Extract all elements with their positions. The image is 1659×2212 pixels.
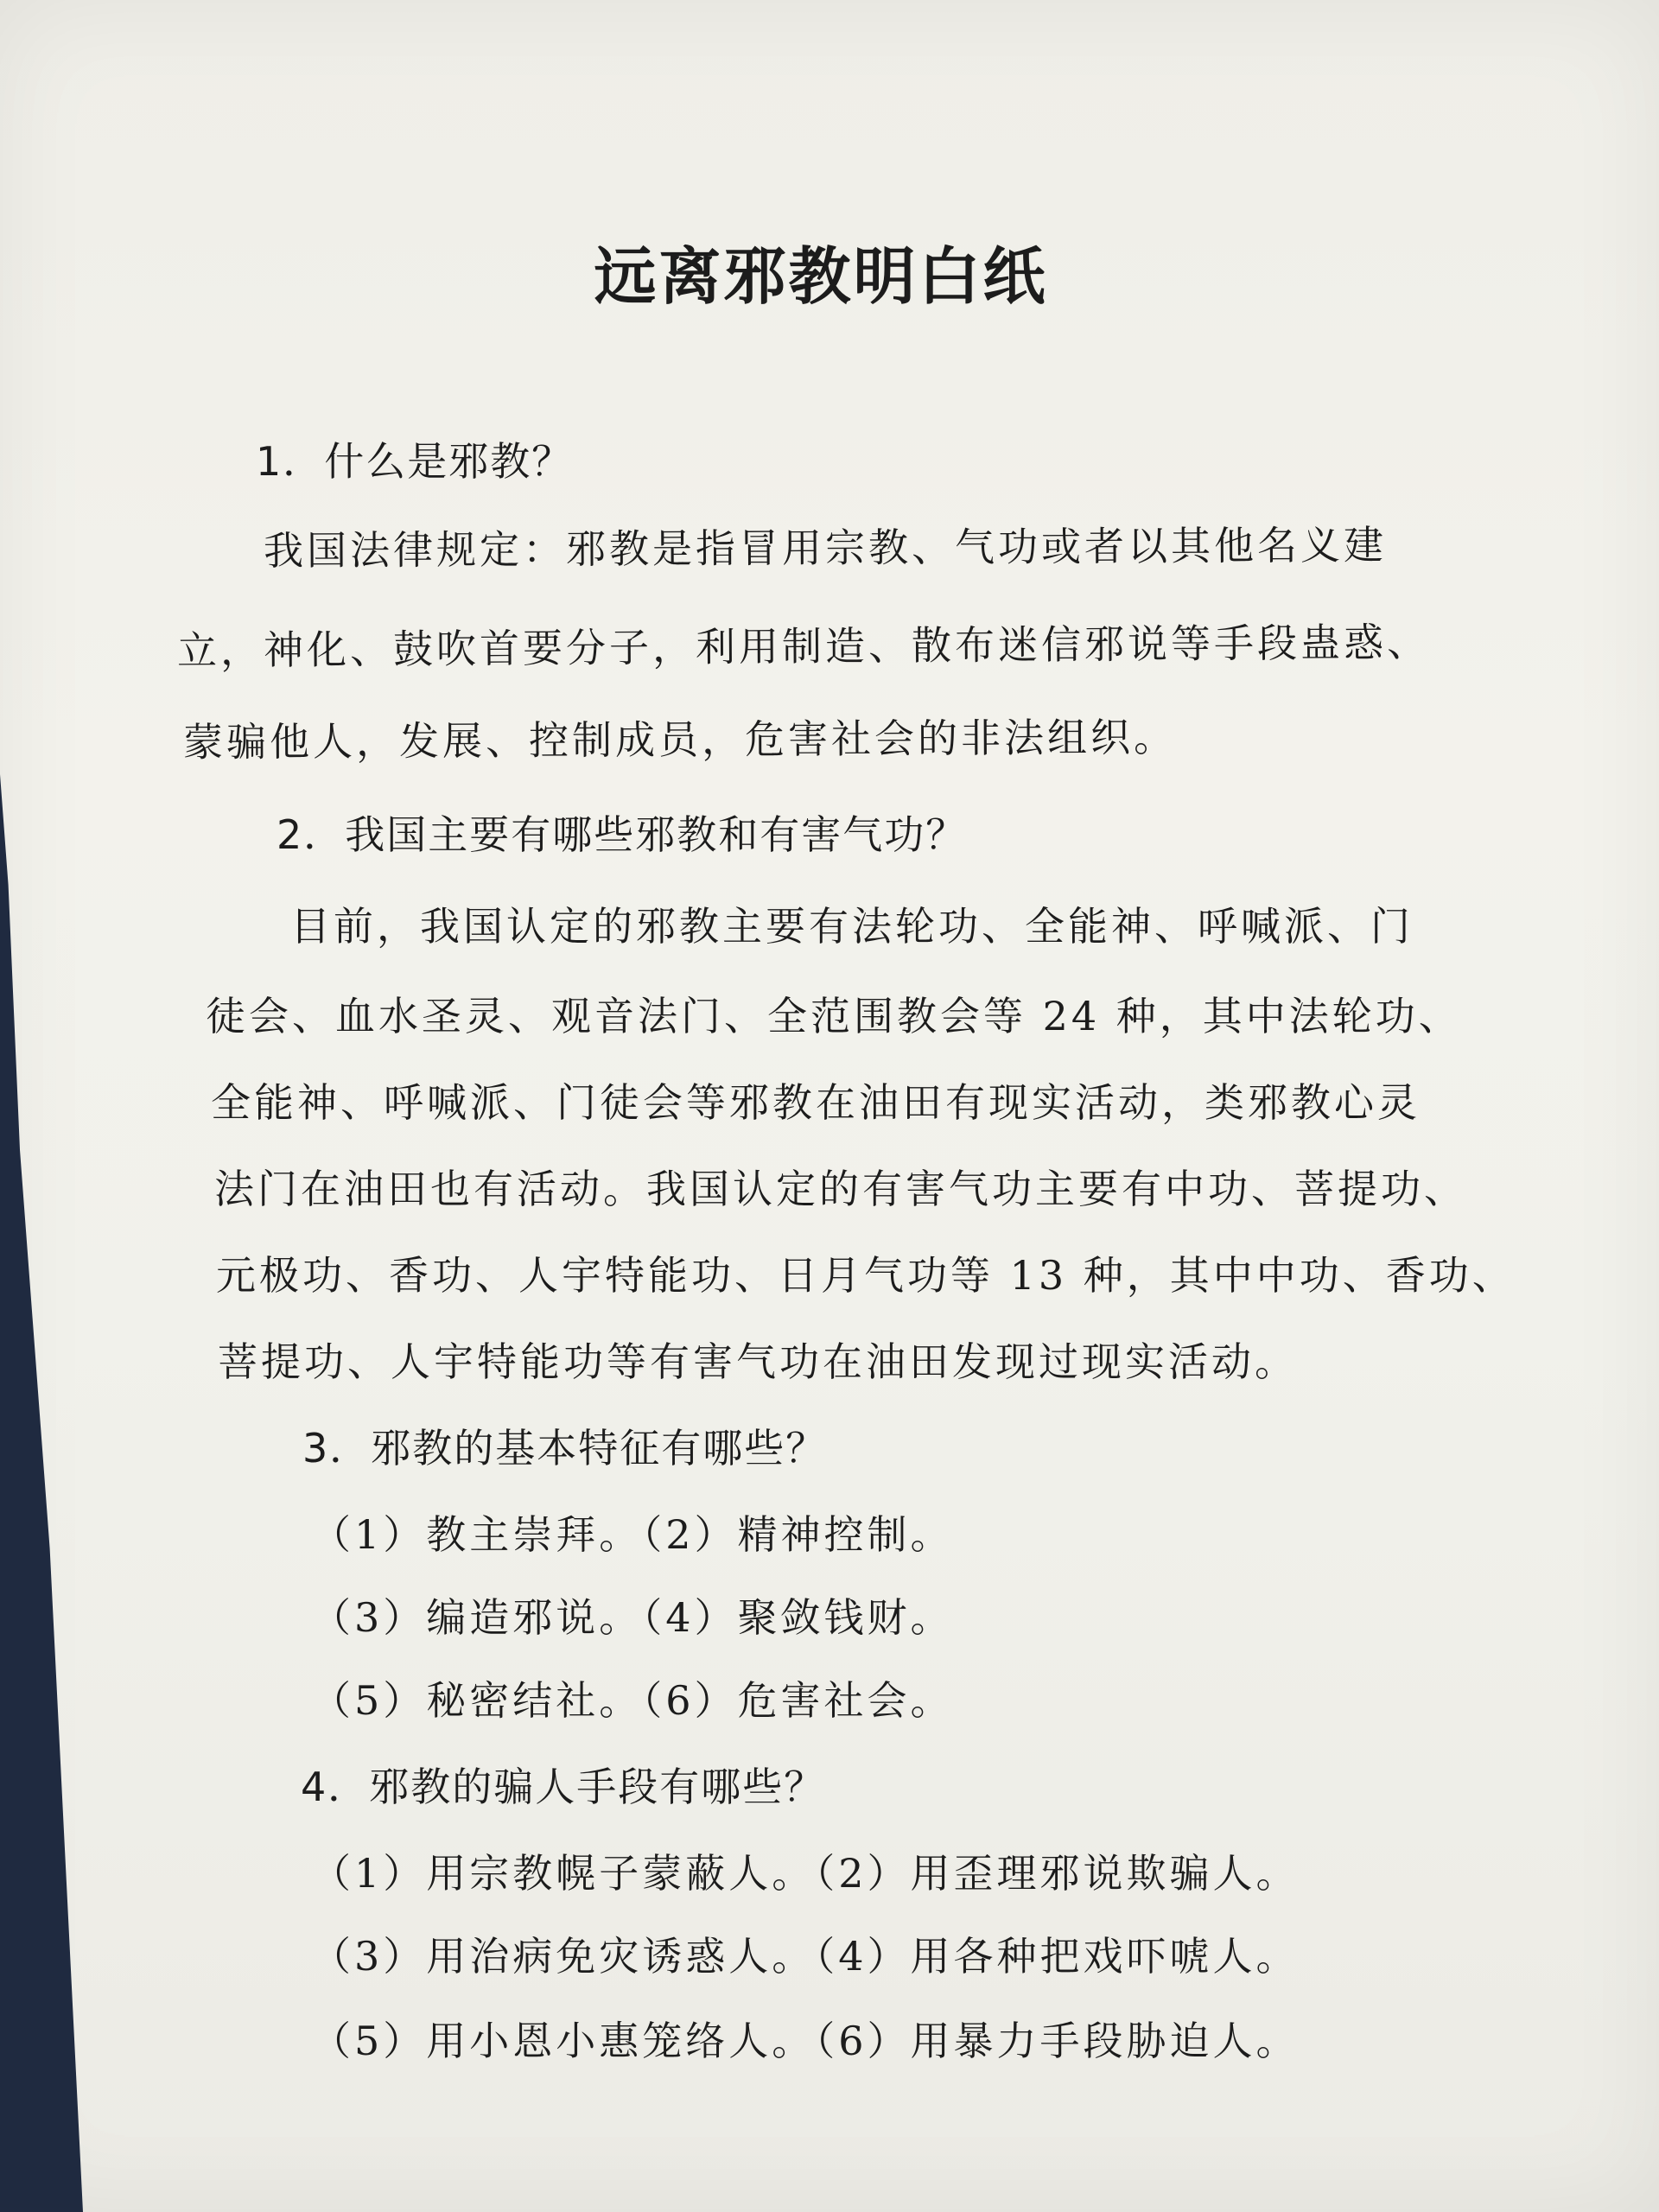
section-2-heading: 2．我国主要有哪些邪教和有害气功？ [276, 811, 968, 858]
section-1-line-2: 立，神化、鼓吹首要分子，利用制造、散布迷信邪说等手段蛊惑、 [176, 618, 1431, 675]
section-3-heading: 3．邪教的基本特征有哪些？ [302, 1425, 828, 1471]
section-3-line-2: （3）编造邪说。（4）聚敛钱财。 [311, 1594, 954, 1641]
section-2-line-5: 元极功、香功、人宇特能功、日月气功等 13 种，其中中功、香功、 [216, 1252, 1516, 1299]
section-2-line-3: 全能神、呼喊派、门徒会等邪教在油田有现实活动，类邪教心灵 [211, 1079, 1421, 1126]
section-3-line-3: （5）秘密结社。（6）危害社会。 [311, 1677, 954, 1724]
section-4-line-1: （1）用宗教幌子蒙蔽人。（2）用歪理邪说欺骗人。 [311, 1850, 1300, 1897]
section-1-line-1: 我国法律规定：邪教是指冒用宗教、气功或者以其他名义建 [263, 521, 1388, 575]
section-1-heading: 1．什么是邪教？ [256, 438, 574, 485]
section-2-line-1: 目前，我国认定的邪教主要有法轮功、全能神、呼喊派、门 [290, 903, 1414, 950]
section-1-line-3: 蒙骗他人，发展、控制成员，危害社会的非法组织。 [182, 713, 1178, 766]
section-4-line-2: （3）用治病免灾诱惑人。（4）用各种把戏吓唬人。 [311, 1933, 1300, 1980]
section-2-line-4: 法门在油田也有活动。我国认定的有害气功主要有中功、菩提功、 [214, 1166, 1467, 1212]
section-3-line-1: （1）教主崇拜。（2）精神控制。 [311, 1511, 954, 1558]
section-2-line-6: 菩提功、人宇特能功等有害气功在油田发现过现实活动。 [218, 1338, 1298, 1385]
section-4-heading: 4．邪教的骗人手段有哪些？ [301, 1764, 826, 1810]
section-4-line-3: （5）用小恩小惠笼络人。（6）用暴力手段胁迫人。 [311, 2018, 1300, 2064]
document-title: 远离邪教明白纸 [594, 239, 1048, 313]
section-2-line-2: 徒会、血水圣灵、观音法门、全范围教会等 24 种，其中法轮功、 [206, 993, 1462, 1039]
